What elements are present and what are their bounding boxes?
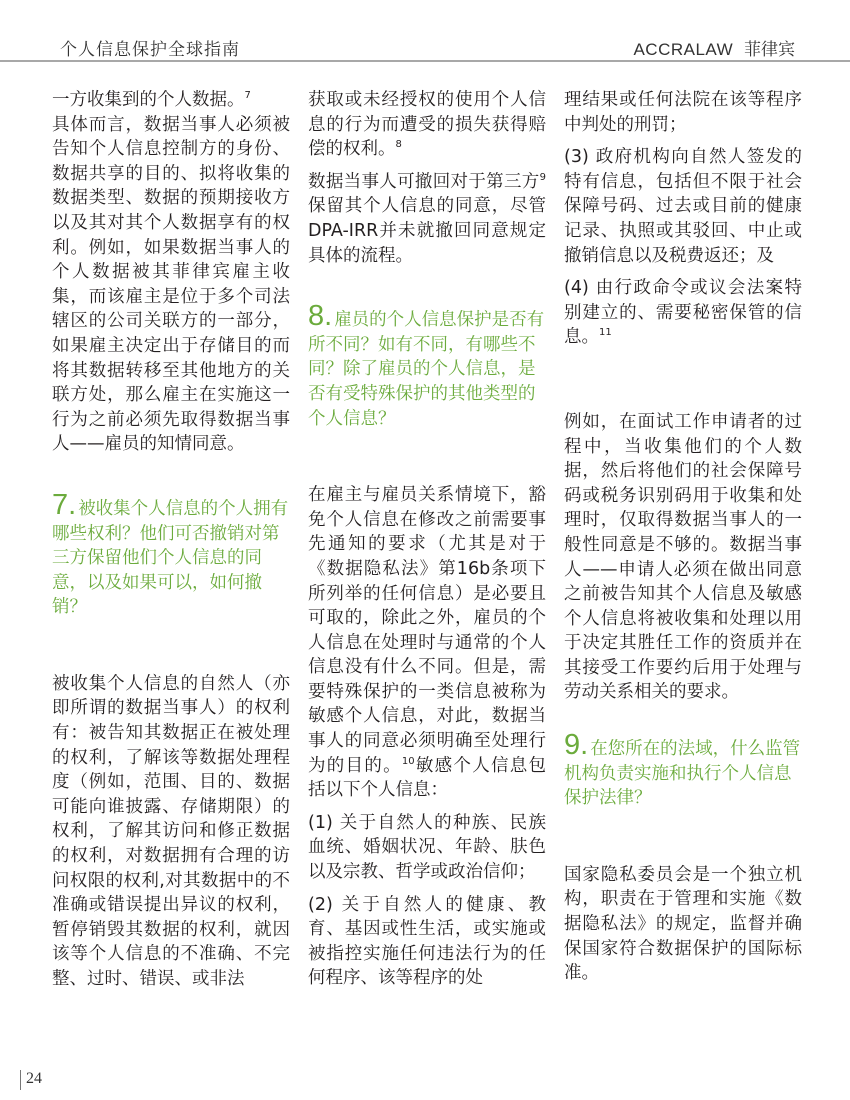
header-guide-title: 个人信息保护全球指南: [60, 40, 240, 60]
question-7-heading: [52, 488, 290, 620]
footnote-ref: 11: [599, 327, 612, 339]
paragraph: 国家隐私委员会是一个独立机构，职责在于管理和实施《数据隐私法》的规定，监督并确保国家符合数据保护的国际标准。: [564, 864, 802, 984]
footnote-ref: 8: [395, 139, 402, 151]
list-item: (3) 政府机构向自然人签发的特有信息，包括但不限于社会保障号码、过去或目前的健康记录、执照或其驳回、中止或撤销信息以及税费返还；及: [564, 147, 802, 266]
footnote-ref: 9: [539, 171, 546, 183]
column-3: [564, 88, 802, 994]
question-number: 9.: [564, 729, 589, 762]
question-9-heading: [564, 729, 802, 811]
footer-divider: [20, 1070, 21, 1090]
page-footer: [20, 1068, 140, 1096]
list-item: 理结果或任何法院在该等程序中判处的刑罚；: [564, 90, 802, 135]
header-country: 菲律宾: [744, 40, 795, 60]
question-8-heading: [308, 300, 546, 431]
header-firm-name: ACCRALAW: [633, 40, 734, 59]
list-item: (4) 由行政命令或议会法案特别建立的、需要秘密保管的信息。$^{11}$: [564, 278, 802, 348]
question-text: 被收集个人信息的个人拥有哪些权利？他们可否撤销对第三方保留他们个人信息的同意，以及如果可以，如何撤销？: [52, 498, 289, 618]
paragraph: 数据当事人可撤回对于第三方$^9$保留其个人信息的同意，尽管DPA-IRR并未就撤回同意规定具体的流程。: [308, 171, 546, 266]
paragraph: 获取或未经授权的使用个人信息的行为而遭受的损失获得赔偿的权利。$^8$: [308, 90, 546, 160]
paragraph: 被收集个人信息的自然人（亦即所谓的数据当事人）的权利有：被告知其数据正在被处理的权利，了解该等数据处理程度（例如，范围、目的、数据可能向谁披露、存储期限）的权利，了解其访问和修正数据的权利，对数据拥有合理的访问权限的权利,对其数据中的不准确或错误提出异议的权利，暂停销毁其数据的权利，就因该等个人信息的不准确、不完整、过时、错误、或非法: [52, 673, 290, 989]
column-1: [52, 88, 290, 1000]
question-text: 雇员的个人信息保护是否有所不同？如有不同，有哪些不同？除了雇员的个人信息，是否有受特殊保护的其他类型的个人信息？: [308, 310, 545, 429]
header-firm: [633, 35, 795, 60]
column-2: [308, 88, 546, 999]
paragraph: 在雇主与雇员关系情境下，豁免个人信息在修改之前需要事先通知的要求（尤其是对于《数据隐私法》第16b条项下所列举的任何信息）是必要且可取的，除此之外，雇员的个人信息在处理时与通常的个人信息没有什么不同。但是，需要特殊保护的一类信息被称为敏感个人信息，对此，数据当事人的同意必须明确至处理行为的目的。$^{10}$敏感个人信息包括以下个人信息：: [308, 485, 547, 801]
paragraph: 一方收集到的个人数据。$^7$ 具体而言，数据当事人必须被告知个人信息控制方的身份、数据共享的目的、拟将收集的数据类型、数据的预期接收方以及其对其个人数据享有的权利。例如，如果数据当事人的个人数据被其菲律宾雇主收集，而该雇主是位于多个司法辖区的公司关联方的一部分，如果雇主决定出于存储目的而将其数据转移至其他地方的关联方处，那么雇主在实施这一行为之前必须先取得数据当事人——雇员的知情同意。: [52, 90, 290, 455]
page-number: 24: [26, 1070, 42, 1087]
footnote-ref: 10: [401, 755, 415, 767]
list-item: (1) 关于自然人的种族、民族血统、婚姻状况、年龄、肤色以及宗教、哲学或政治信仰；: [308, 812, 546, 883]
question-number: 7.: [52, 488, 77, 521]
footnote-ref: 7: [244, 90, 251, 102]
page-header: [0, 0, 850, 70]
question-text: 在您所在的法域，什么监管机构负责实施和执行个人信息保护法律？: [564, 739, 801, 809]
question-number: 8.: [308, 300, 333, 333]
list-item: (2) 关于自然人的健康、教育、基因或性生活，或实施或被指控实施任何违法行为的任何程序、该等程序的处: [308, 894, 546, 989]
header-divider: [0, 60, 850, 62]
paragraph: 例如，在面试工作申请者的过程中，当收集他们的个人数据，然后将他们的社会保障号码或税务识别码用于收集和处理时，仅取得数据当事人的一般性同意是不够的。数据当事人——申请人必须在做出同意之前被告知其个人信息及敏感个人信息将被收集和处理以用于决定其胜任工作的资质并在其接受工作要约后用于处理与劳动关系相关的要求。: [564, 411, 802, 703]
